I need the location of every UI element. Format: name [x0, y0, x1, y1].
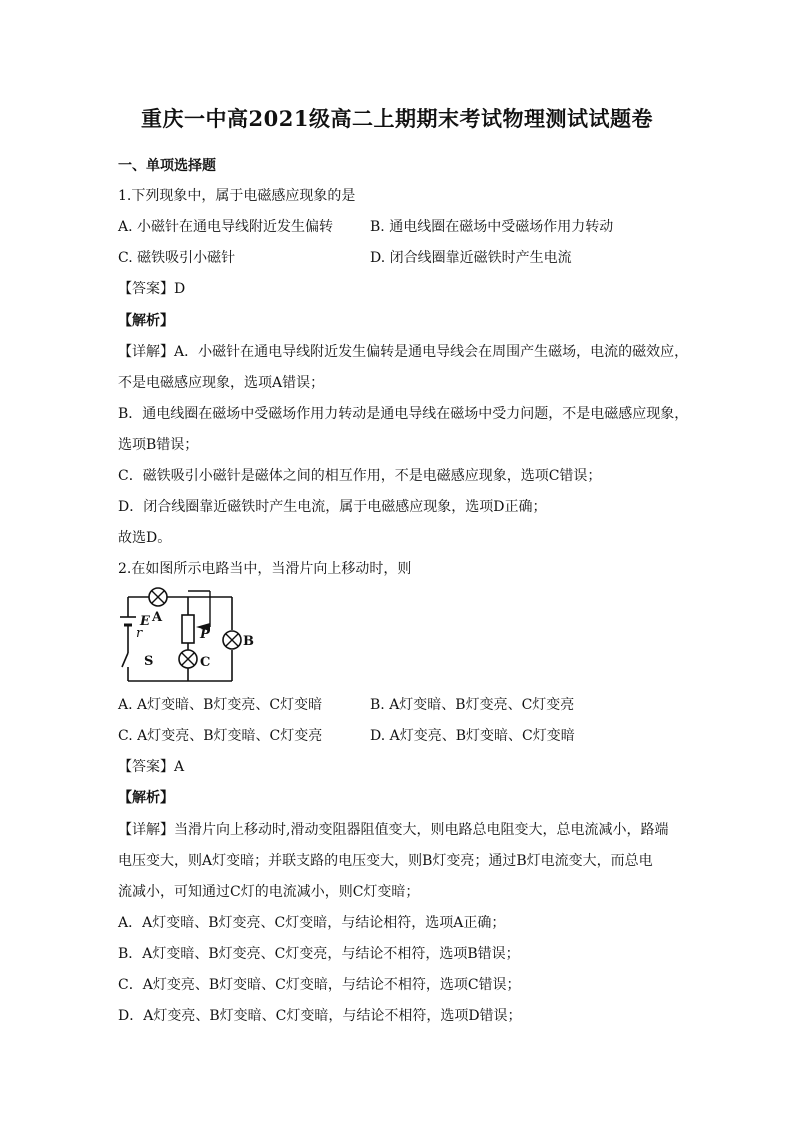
- q1-stem: 1.下列现象中，属于电磁感应现象的是: [118, 188, 356, 204]
- page-title: 重庆一中高2021级高二上期期末考试物理测试试题卷: [141, 106, 653, 131]
- q1-option-b: B. 通电线圈在磁场中受磁场作用力转动: [370, 219, 614, 235]
- q2-analysis-line: B．A灯变暗、B灯变亮、C灯变亮，与结论不相符，选项B错误；: [118, 946, 520, 962]
- lamp-a-icon: [149, 588, 167, 606]
- label-a: A: [152, 610, 163, 625]
- label-p: P: [200, 627, 210, 642]
- label-s: S: [144, 654, 154, 669]
- q1-analysis-label: 【解析】: [118, 313, 174, 329]
- circuit-diagram: [114, 585, 259, 685]
- q2-analysis-line: 【详解】当滑片向上移动时,滑动变阻器阻值变大，则电路总电阻变大，总电流减小，路端: [118, 822, 669, 838]
- q2-option-b: B. A灯变暗、B灯变亮、C灯变亮: [370, 697, 575, 713]
- q2-option-c: C. A灯变亮、B灯变暗、C灯变亮: [118, 728, 323, 744]
- q2-stem: 2.在如图所示电路当中，当滑片向上移动时，则: [118, 561, 412, 577]
- q1-option-a: A. 小磁针在通电导线附近发生偏转: [118, 219, 334, 235]
- q1-analysis-line: 【详解】A．小磁针在通电导线附近发生偏转是通电导线会在周围产生磁场，电流的磁效应，: [118, 344, 689, 360]
- q1-analysis-line: B．通电线圈在磁场中受磁场作用力转动是通电导线在磁场中受力问题，不是电磁感应现象，: [118, 406, 689, 422]
- label-r: r: [136, 626, 143, 641]
- q1-answer: 【答案】D: [118, 281, 186, 297]
- q2-analysis-line: 电压变大，则A灯变暗；并联支路的电压变大，则B灯变亮；通过B灯电流变大，而总电: [118, 853, 653, 869]
- q1-analysis-line: C．磁铁吸引小磁针是磁体之间的相互作用，不是电磁感应现象，选项C错误；: [118, 468, 602, 484]
- label-e: E: [140, 614, 150, 629]
- q2-analysis-label: 【解析】: [118, 790, 174, 806]
- q1-analysis-line: 不是电磁感应现象，选项A错误；: [118, 375, 325, 391]
- q2-analysis-line: A．A灯变暗、B灯变亮、C灯变暗，与结论相符，选项A正确；: [118, 915, 506, 931]
- lamp-b-icon: [223, 631, 241, 649]
- rheostat-body: [182, 615, 194, 643]
- label-b: B: [243, 634, 254, 649]
- q1-option-d: D. 闭合线圈靠近磁铁时产生电流: [370, 250, 572, 266]
- q2-option-a: A. A灯变暗、B灯变亮、C灯变暗: [118, 697, 323, 713]
- q1-analysis-line: 故选D。: [118, 530, 172, 546]
- q1-analysis-line: 选项B错误；: [118, 437, 199, 453]
- label-c: C: [200, 655, 211, 670]
- q2-answer: 【答案】A: [118, 759, 185, 775]
- lamp-c-icon: [179, 650, 197, 668]
- section-heading: 一、单项选择题: [118, 158, 216, 174]
- q2-analysis-line: D．A灯变亮、B灯变暗、C灯变暗，与结论不相符，选项D错误；: [118, 1008, 522, 1024]
- q1-option-c: C. 磁铁吸引小磁针: [118, 250, 236, 266]
- q2-option-d: D. A灯变亮、B灯变暗、C灯变暗: [370, 728, 575, 744]
- q2-analysis-line: C．A灯变亮、B灯变暗、C灯变暗，与结论不相符，选项C错误；: [118, 977, 521, 993]
- q2-analysis-line: 流减小，可知通过C灯的电流减小，则C灯变暗；: [118, 884, 420, 900]
- q1-analysis-line: D．闭合线圈靠近磁铁时产生电流，属于电磁感应现象，选项D正确；: [118, 499, 547, 515]
- switch-blade: [122, 653, 128, 667]
